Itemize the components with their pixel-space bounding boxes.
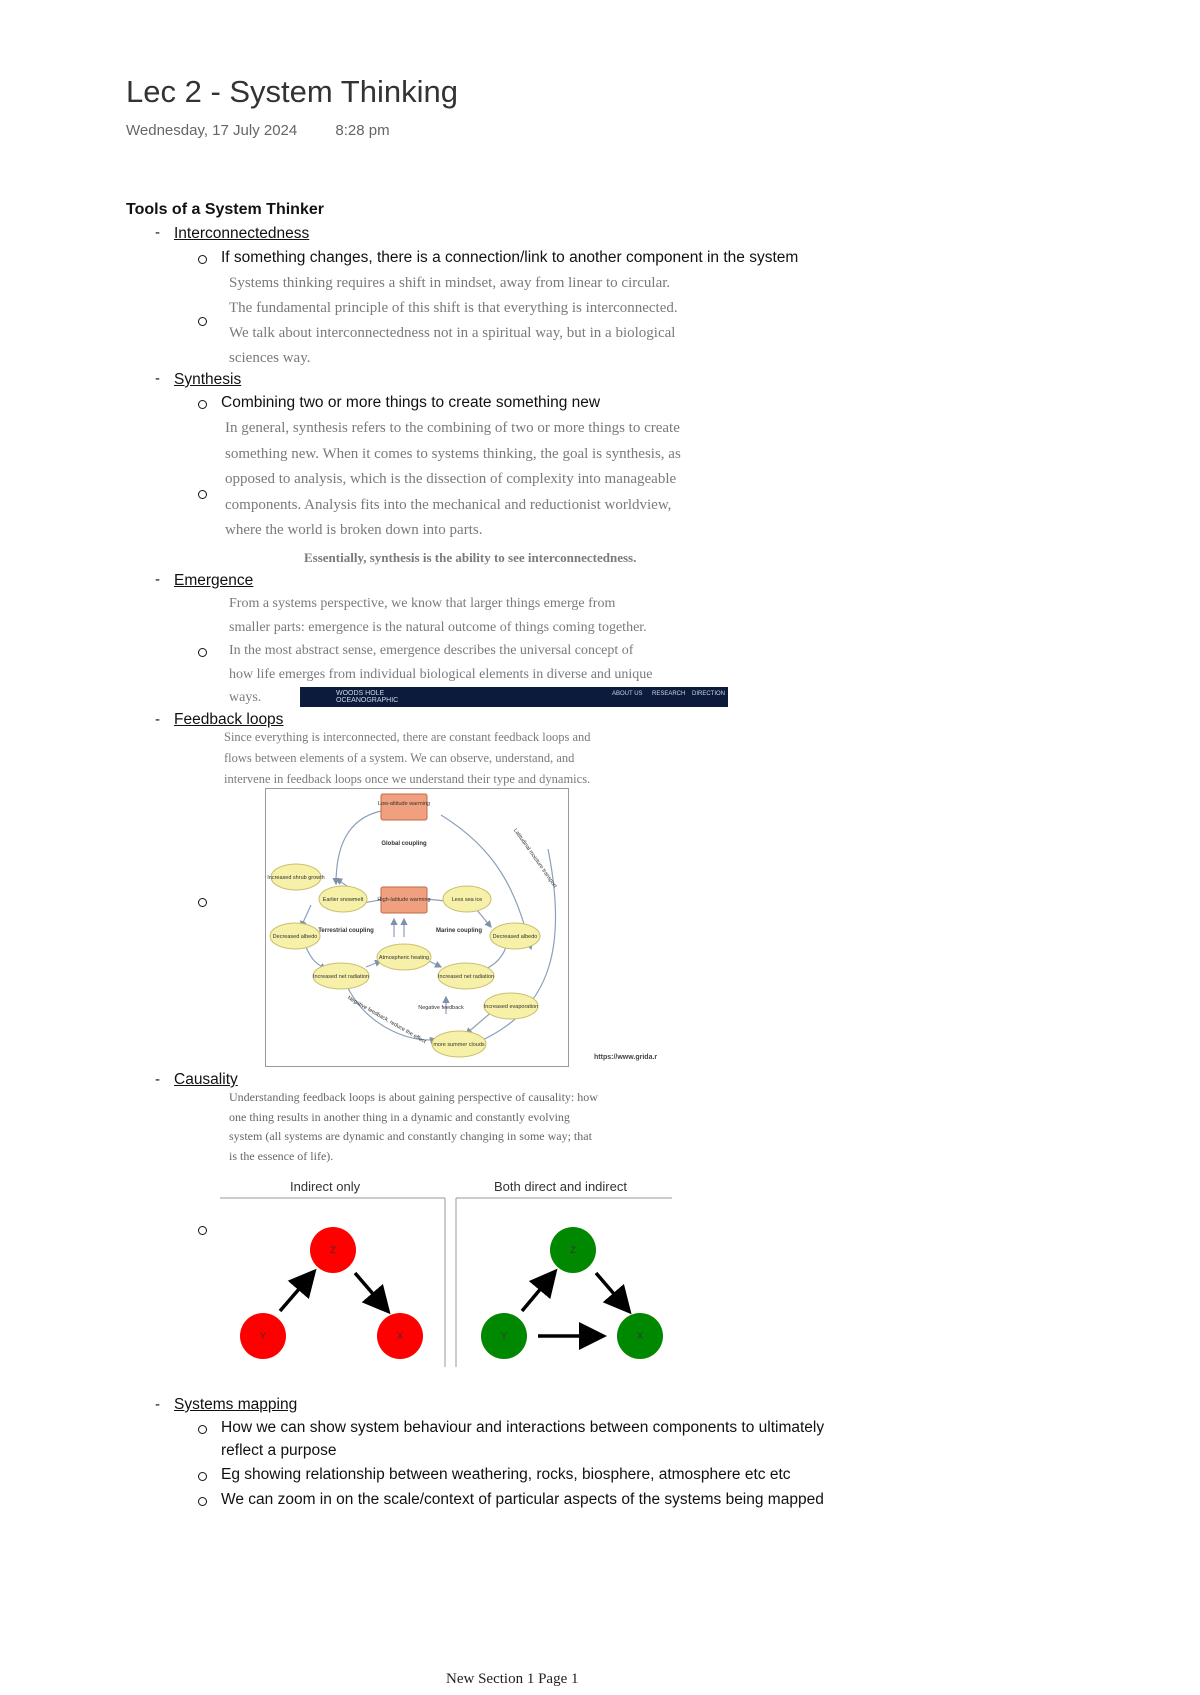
node-z-label: Z	[330, 1245, 336, 1255]
label-negative-feedback: Negative feedback	[418, 1005, 464, 1011]
label-latitudinal-transport: Latitudinal moisture transport	[512, 827, 558, 890]
causality-heading: Causality	[174, 1071, 238, 1088]
quote-line: one thing results in another thing in a dynamic and constantly evolving	[229, 1109, 570, 1124]
arrow	[429, 961, 441, 967]
dash-bullet: -	[155, 370, 160, 387]
quote-line: In the most abstract sense, emergence describes the universal concept of	[229, 643, 634, 658]
quote-line: We talk about interconnectedness not in a spiritual way, but in a biological	[229, 325, 676, 341]
node-y-label: Y	[259, 1331, 267, 1341]
node-low-altitude-warming	[381, 794, 427, 820]
quote-line: smaller parts: emergence is the natural outcome of things coming together.	[229, 619, 647, 635]
circle-bullet	[198, 1472, 207, 1481]
node-label: Decreased albedo	[272, 934, 318, 940]
page-title: Lec 2 - System Thinking	[126, 74, 458, 109]
feedback-diagram	[265, 788, 569, 1067]
dash-bullet: -	[155, 571, 160, 588]
quote-line: how life emerges from individual biological elements in diverse and unique	[229, 666, 653, 682]
quote-line: is the essence of life).	[229, 1148, 334, 1163]
dash-bullet: -	[155, 224, 160, 241]
quote-line: ways.	[229, 690, 262, 705]
mapping-bullet: How we can show system behaviour and interactions between components to ultimately	[221, 1419, 825, 1436]
page-meta	[126, 122, 424, 139]
arrow	[476, 909, 491, 927]
node-x-label: X	[396, 1331, 404, 1341]
arrow-z-to-x	[596, 1273, 627, 1309]
arrow	[346, 984, 436, 1040]
mapping-bullet-continued: reflect a purpose	[221, 1442, 337, 1459]
quote-line: system (all systems are dynamic and constantly changing in some way; that	[229, 1129, 592, 1143]
node-label: Earlier snowmelt	[322, 897, 364, 903]
woods-hole-banner	[300, 687, 728, 707]
quote-line: where the world is broken down into parts.	[225, 522, 483, 538]
circle-bullet	[198, 648, 207, 657]
quote-line: From a systems perspective, we know that larger things emerge from	[229, 596, 616, 611]
arrow-z-to-x	[355, 1273, 386, 1309]
label-terrestrial-coupling: Terrestrial coupling	[318, 928, 374, 934]
quote-line: Since everything is interconnected, there are constant feedback loops and	[224, 730, 591, 744]
panel-title-indirect: Indirect only	[290, 1179, 361, 1194]
circle-bullet	[198, 317, 207, 326]
node-x-label: X	[636, 1331, 644, 1341]
quote-line: flows between elements of a system. We can observe, understand, and	[224, 751, 575, 765]
diagram-source: https://www.grida.r	[594, 1054, 658, 1061]
quote-line: intervene in feedback loops once we understand their type and dynamics.	[224, 772, 591, 786]
causality-figure	[220, 1172, 672, 1367]
page-date: Wednesday, 17 July 2024	[126, 122, 298, 139]
circle-bullet	[198, 255, 207, 264]
page-footer: New Section 1 Page 1	[446, 1671, 579, 1687]
node-label: Increased net radiation	[313, 974, 369, 980]
synthesis-bullet: Combining two or more things to create something new	[221, 394, 601, 411]
dash-bullet: -	[155, 1396, 160, 1413]
section-heading: Tools of a System Thinker	[126, 201, 324, 218]
node-z-label: Z	[570, 1245, 576, 1255]
quote-line: something new. When it comes to systems thinking, the goal is synthesis, as	[225, 445, 681, 462]
dash-bullet: -	[155, 1071, 160, 1088]
circle-bullet	[198, 898, 207, 907]
quote-line: sciences way.	[229, 350, 311, 366]
label-marine-coupling: Marine coupling	[435, 928, 483, 934]
label-global-coupling: Global coupling	[381, 841, 427, 847]
synthesis-quote	[225, 416, 681, 544]
causality-svg	[220, 1172, 672, 1367]
banner-logo-text: WOODS HOLE OCEANOGRAPHIC	[336, 690, 399, 704]
node-label: High-latitude warming	[377, 897, 431, 903]
banner-link: DIRECTION	[692, 691, 725, 697]
banner-link: ABOUT US	[612, 691, 643, 697]
circle-bullet	[198, 1497, 207, 1506]
node-label: Increased shrub growth	[267, 875, 325, 881]
quote-line: The fundamental principle of this shift is that everything is interconnected.	[229, 300, 678, 316]
interconnectedness-heading: Interconnectedness	[174, 225, 310, 242]
synthesis-heading: Synthesis	[174, 371, 242, 388]
interconnectedness-quote	[229, 271, 678, 371]
node-y-label: Y	[500, 1331, 508, 1341]
interconnectedness-bullet: If something changes, there is a connection/link to another component in the system	[221, 249, 799, 266]
arrow-y-to-z	[522, 1274, 553, 1311]
mapping-heading: Systems mapping	[174, 1396, 298, 1413]
label-negative-reduce: Negative feedback, reduce the effect	[346, 995, 427, 1046]
emergence-heading: Emergence	[174, 572, 254, 589]
quote-line: components. Analysis fits into the mechanical and reductionist worldview,	[225, 496, 672, 513]
feedback-diagram-svg	[266, 789, 568, 1066]
circle-bullet	[198, 1425, 207, 1434]
banner-link: RESEARCH	[652, 691, 686, 697]
feedback-quote	[224, 727, 591, 790]
node-label: Atmospheric heating	[378, 955, 430, 961]
quote-line: Systems thinking requires a shift in mindset, away from linear to circular.	[229, 275, 671, 291]
panel-title-both: Both direct and indirect	[494, 1179, 627, 1194]
node-label: Increased net radiation	[438, 974, 494, 980]
quote-line: In general, synthesis refers to the combining of two or more things to create	[225, 420, 680, 436]
causality-quote	[229, 1088, 598, 1166]
mapping-bullet: Eg showing relationship between weathering, rocks, biosphere, atmosphere etc etc	[221, 1466, 791, 1483]
mapping-bullet: We can zoom in on the scale/context of particular aspects of the systems being mapped	[221, 1491, 824, 1508]
arrow-y-to-z	[280, 1274, 312, 1311]
circle-bullet	[198, 400, 207, 409]
circle-bullet	[198, 1226, 207, 1235]
arrow	[336, 811, 381, 884]
page-time: 8:28 pm	[335, 122, 390, 139]
node-label: Decreased albedo	[492, 934, 538, 940]
node-label: more summer clouds	[433, 1042, 485, 1048]
quote-line: opposed to analysis, which is the dissection of complexity into manageable	[225, 471, 677, 487]
synthesis-quote-bold: Essentially, synthesis is the ability to see interconnectedness.	[304, 550, 637, 565]
feedback-heading: Feedback loops	[174, 711, 284, 728]
quote-line: Understanding feedback loops is about gaining perspective of causality: how	[229, 1090, 598, 1104]
dash-bullet: -	[155, 711, 160, 728]
node-label: Increased evaporation	[483, 1004, 539, 1010]
node-label: Less sea ice	[451, 897, 483, 903]
circle-bullet	[198, 490, 207, 499]
node-label: Low-altitude warming	[378, 801, 430, 807]
